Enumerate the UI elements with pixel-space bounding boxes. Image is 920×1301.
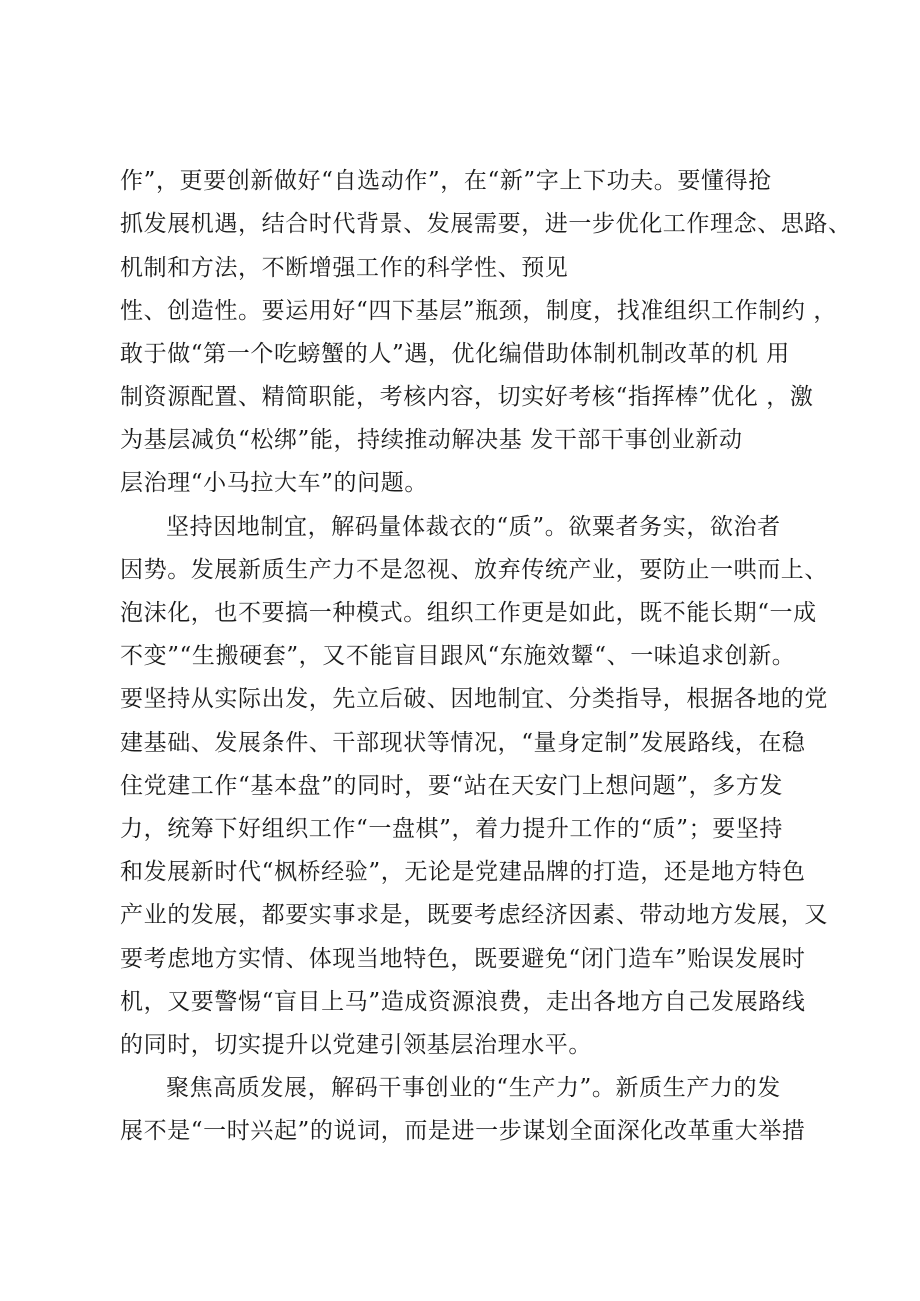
text-line-1: 作”，更要创新做好“自选动作”，在“新”字上下功夫。要懂得抢 <box>120 168 772 194</box>
text-line-12: 不变”“生搬硬套”，又不能盲目跟风“东施效颦“、一味追求创新。 <box>120 643 796 669</box>
text-line-3: 机制和方法，不断增强工作的科学性、预见 <box>120 255 569 281</box>
text-line-20: 机，又要警惕“盲目上马”造成资源浪费，走出各地方自己发展路线 <box>120 989 806 1015</box>
text-line-23: 展不是“一时兴起”的说词，而是进一步谋划全面深化改革重大举措 <box>120 1118 806 1144</box>
text-line-11: 泡沫化，也不要搞一种模式。组织工作更是如此，既不能长期“一成 <box>120 600 817 626</box>
text-line-4: 性、创造性。要运用好“四下基层”瓶颈，制度，找准组织工作制约 ， <box>120 298 838 324</box>
text-line-8: 层治理“小马拉大车”的问题。 <box>120 470 428 496</box>
text-line-15: 住党建工作“基本盘”的同时，要“站在天安门上想问题”，多方发 <box>120 773 784 799</box>
text-line-19: 要考虑地方实情、体现当地特色，既要避免“闭门造车”贻误发展时 <box>120 946 806 972</box>
paragraph-start-line: 坚持因地制宜，解码量体裁衣的“质”。欲粟者务实，欲治者 <box>166 514 781 540</box>
text-line-13: 要坚持从实际出发，先立后破、因地制宜、分类指导，根据各地的党 <box>120 686 828 712</box>
paragraph-start-line: 聚焦高质发展，解码干事创业的“生产力”。新质生产力的发 <box>166 1075 781 1101</box>
text-line-2: 抓发展机遇，结合时代背景、发展需要，进一步优化工作理念、思路、 <box>120 211 852 237</box>
text-line-7: 为基层减负“松绑”能，持续推动解决基 发干部干事创业新动 <box>120 427 743 453</box>
text-line-6: 制资源配置、精简职能，考核内容，切实好考核“指挥棒”优化 ，激 <box>120 384 814 410</box>
text-line-5: 敢于做“第一个吃螃蟹的人”遇，优化编借助体制机制改革的机 用 <box>120 341 790 367</box>
text-line-14: 建基础、发展条件、干部现状等情况，“量身定制”发展路线，在稳 <box>120 730 806 756</box>
text-line-21: 的同时，切实提升以党建引领基层治理水平。 <box>120 1032 592 1058</box>
text-line-17: 和发展新时代“枫桥经验”，无论是党建品牌的打造，还是地方特色 <box>120 859 806 885</box>
text-line-18: 产业的发展，都要实事求是，既要考虑经济因素、带动地方发展，又 <box>120 902 828 928</box>
text-line-10: 因势。发展新质生产力不是忽视、放弃传统产业，要防止一哄而上、 <box>120 557 828 583</box>
text-line-16: 力，统筹下好组织工作“一盘棋”，着力提升工作的“质”；要坚持 <box>120 816 784 842</box>
